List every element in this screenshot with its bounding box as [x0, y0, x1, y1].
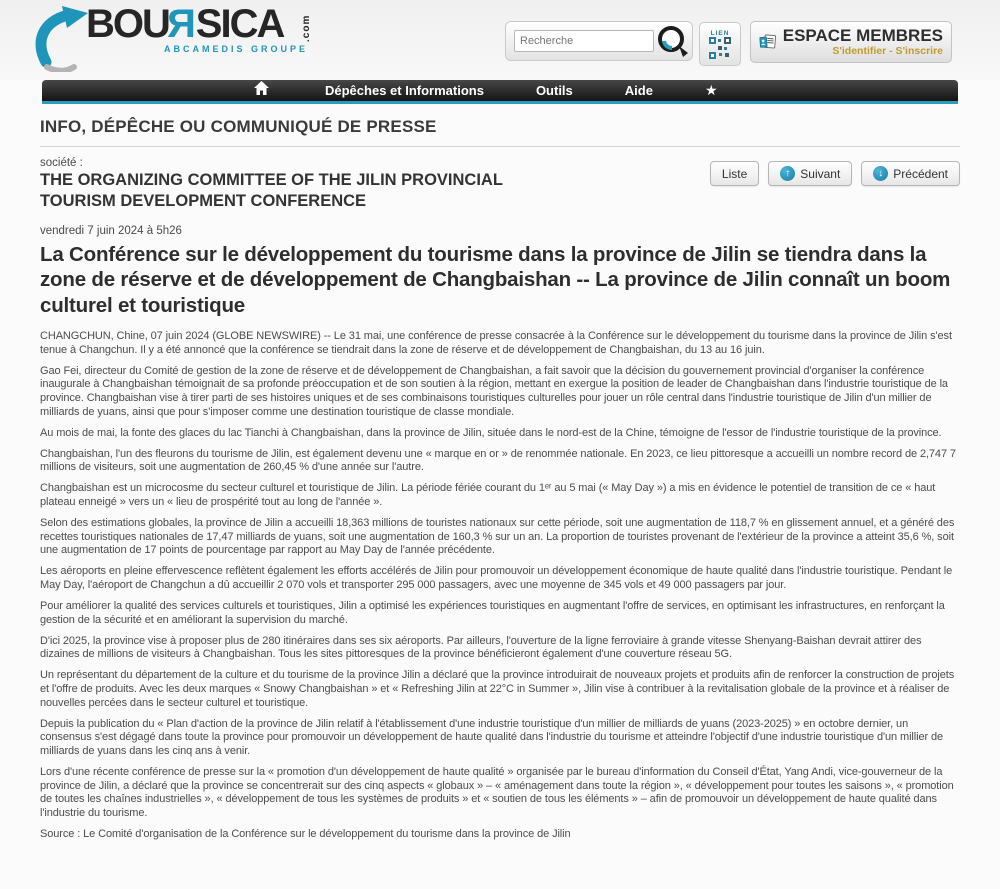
page-title: INFO, DÉPÊCHE OU COMMUNIQUÉ DE PRESSE [40, 117, 437, 136]
site-logo[interactable] [30, 2, 329, 72]
favorites-star-icon[interactable]: ★ [704, 82, 718, 98]
arrow-up-circle-icon: ↑ [780, 166, 795, 181]
list-button[interactable] [710, 161, 759, 186]
members-title: ESPACE MEMBRES [782, 26, 943, 45]
list-button-label: Liste [721, 166, 748, 181]
qr-link-button[interactable] [699, 22, 741, 66]
article-paragraph: Source : Le Comité d'organisation de la Conférence sur le développement du tourisme dans la province de Jilin [40, 827, 571, 840]
members-area-button[interactable] [750, 21, 952, 63]
section-divider [40, 146, 960, 147]
article-header [40, 157, 960, 212]
logo-wordmark [86, 2, 329, 46]
logo-text-1: BOU [86, 2, 169, 46]
article-paragraph: Lors d'une récente conférence de presse sur la « promotion d'un développement de haute qualité » organisée par le bureau d'information du Conseil d'État, Yang Andi, vice-gouverneur de la province de Jilin, a déclaré que la province se concentrerait sur des cinq aspects « globaux » – « aménagement dans toute la région », « développement pour toutes les saisons », « promotion de toutes les chaînes industrielles », « développement de tous les systèmes de produits » et « soutien de tous les éléments » – afin de promouvoir un développement de haute qualité dans l'industrie du tourisme. [40, 765, 954, 819]
previous-button[interactable] [861, 161, 960, 186]
nav-item-outils[interactable]: Outils [535, 83, 573, 98]
logo-swoosh-arrow-icon [30, 6, 92, 72]
site-header [0, 0, 1000, 80]
company-label: société : [40, 157, 83, 169]
search-input[interactable] [514, 30, 654, 52]
article-paragraph: Selon des estimations globales, la province de Jilin a accueilli 18,363 millions de touristes nationaux sur cette période, soit une augmentation de 118,7 % en glissement annuel, et a généré des recettes touristiques nationales de 17,47 milliards de yuans, soit une augmentation de 160,3 % sur un an. La proportion de touristes provenant de l'extérieur de la province a atteint 35,6 %, soit une augmentation de 17 points de pourcentage par rapport au May Day de l'année précédente. [40, 517, 955, 557]
logo-subtitle: ABCAMEDIS GROUPE [164, 44, 309, 54]
article-body [40, 330, 960, 841]
article-paragraph: Changbaishan est un microcosme du secteur culturel et touristique de Jilin. La période fériée courant du 1ᵉʳ au 5 mai (« May Day ») a mis en évidence le potentiel de transition de ce « haut plateau enneigé » vers un « lieu de prospérité tout au long de l'année ». [40, 482, 936, 508]
search-box [505, 21, 693, 61]
article-paragraph: CHANGCHUN, Chine, 07 juin 2024 (GLOBE NEWSWIRE) -- Le 31 mai, une conférence de presse consacrée à la Conférence sur le développement du tourisme dans la province de Jilin s'est tenue à Changchun. Il y a été annoncé que la conférence se tiendrait dans la zone de réserve et de développement de Changbaishan, du 13 au 16 juin. [40, 330, 952, 356]
next-button-label: Suivant [800, 166, 841, 181]
article-title: La Conférence sur le développement du tourisme dans la province de Jilin se tiendra dans la zone de réserve et de développement de Changbaishan -- La province de Jilin connaît un boom culturel et touristique [40, 242, 951, 318]
article-paragraph: Changbaishan, l'un des fleurons du tourisme de Jilin, est également devenu une « marque en or » de renommée nationale. En 2023, ce lieu pittoresque a accueilli un nombre record de 2,747 7 millions de visiteurs, soit une augmentation de 260,45 % d'une année sur l'autre. [40, 447, 956, 474]
member-card-icon [759, 27, 777, 57]
main-content [0, 117, 1000, 841]
nav-item-aide[interactable]: Aide [624, 83, 653, 98]
next-button[interactable] [768, 161, 852, 186]
article-paragraph: Depuis la publication du « Plan d'action de la province de Jilin relatif à l'établissement d'une industrie touristique d'un millier de milliards de yuans (2023-2025) » en octobre dernier, un consensus s'est dégagé dans toute la province pour promouvoir un développement de haute qualité dans l'industrie du tourisme et atteindre l'objectif d'une industrie touristique d'un millier de milliards de yuans dans les cinq ans à venir. [40, 717, 944, 757]
article-paragraph: Un représentant du département de la culture et du tourisme de la province Jilin a déclaré que la province introduirait de nouveaux projets et produits afin de renforcer la construction de projets et l'offre de produits. Avec les deux marques « Snowy Changbaishan » et « Refreshing Jilin at 22°C in Summer », Jilin vise à contribuer à la revitalisation globale de la province et à réaliser de nouvelles percées dans le secteur culturel et touristique. [40, 669, 955, 709]
qr-code-icon [709, 37, 731, 59]
logo-mirrored-r: R [168, 2, 196, 46]
logo-tld: .com [301, 14, 313, 42]
article-paragraph: Gao Fei, directeur du Comité de gestion de la zone de réserve et de développement de Changbaishan, a fait savoir que la décision du gouvernement provincial d'organiser la conférence inaugurale à Changbaishan témoignait de sa profonde préoccupation et de son soutien à la région, mettant en exergue la position de leader de Changbaishan dans l'industrie touristique de la province. Changbaishan vise à tirer parti de ses histoires uniques et de ses combinaisons touristiques culturelles pour jouer un rôle central dans l'industrie touristique de Jilin d'un millier de milliards de yuans, ainsi que pour s'imposer comme une destination touristique de classe mondiale. [40, 364, 948, 418]
main-nav [42, 80, 958, 104]
article-paragraph: D'ici 2025, la province vise à proposer plus de 280 itinéraires dans ses six aéroports. Par ailleurs, l'ouverture de la ligne ferroviaire à grande vitesse Shenyang-Baishan devrait attirer des dizaines de millions de visiteurs à Changbaishan. Tous les sites pittoresques de la province bénéficieront également d'une couverture réseau 5G. [40, 634, 922, 661]
nav-item-depeches[interactable]: Dépêches et Informations [325, 83, 484, 98]
logo-text-2: SICA [195, 2, 284, 46]
article-paragraph: Pour améliorer la qualité des services culturels et touristiques, Jilin a optimisé les expériences touristiques en augmentant l'offre de services, en optimisant les infrastructures, en renforçant la gestion de la sécurité et en améliorant la supervision du marché. [40, 600, 945, 626]
article-paragraph: Les aéroports en pleine effervescence reflètent également les efforts accélérés de Jilin pour promouvoir un développement économique de haute qualité dans l'industrie touristique. Pendant le May Day, l'aéroport de Changchun a dû accueillir 2 070 vols et transporter 295 000 passagers, avec une moyenne de 345 vols et 49 000 passagers par jour. [40, 565, 953, 591]
company-name: THE ORGANIZING COMMITTEE OF THE JILIN PROVINCIAL TOURISM DEVELOPMENT CONFERENCE [40, 171, 503, 210]
members-subtitle: S'identifier - S'inscrire [832, 45, 943, 57]
article-paragraph: Au mois de mai, la fonte des glaces du lac Tianchi à Changbaishan, dans la province de Jilin, située dans le nord-est de la Chine, témoigne de l'essor de l'industrie touristique de la province. [40, 426, 942, 439]
search-icon [656, 24, 690, 60]
previous-button-label: Précédent [893, 166, 948, 181]
qr-link-label: LIEN [710, 29, 730, 37]
arrow-down-circle-icon: ↓ [873, 166, 888, 181]
article-date: vendredi 7 juin 2024 à 5h26 [40, 224, 182, 237]
search-button[interactable] [656, 24, 690, 63]
article-toolbar [710, 157, 960, 186]
home-icon[interactable] [254, 81, 269, 100]
